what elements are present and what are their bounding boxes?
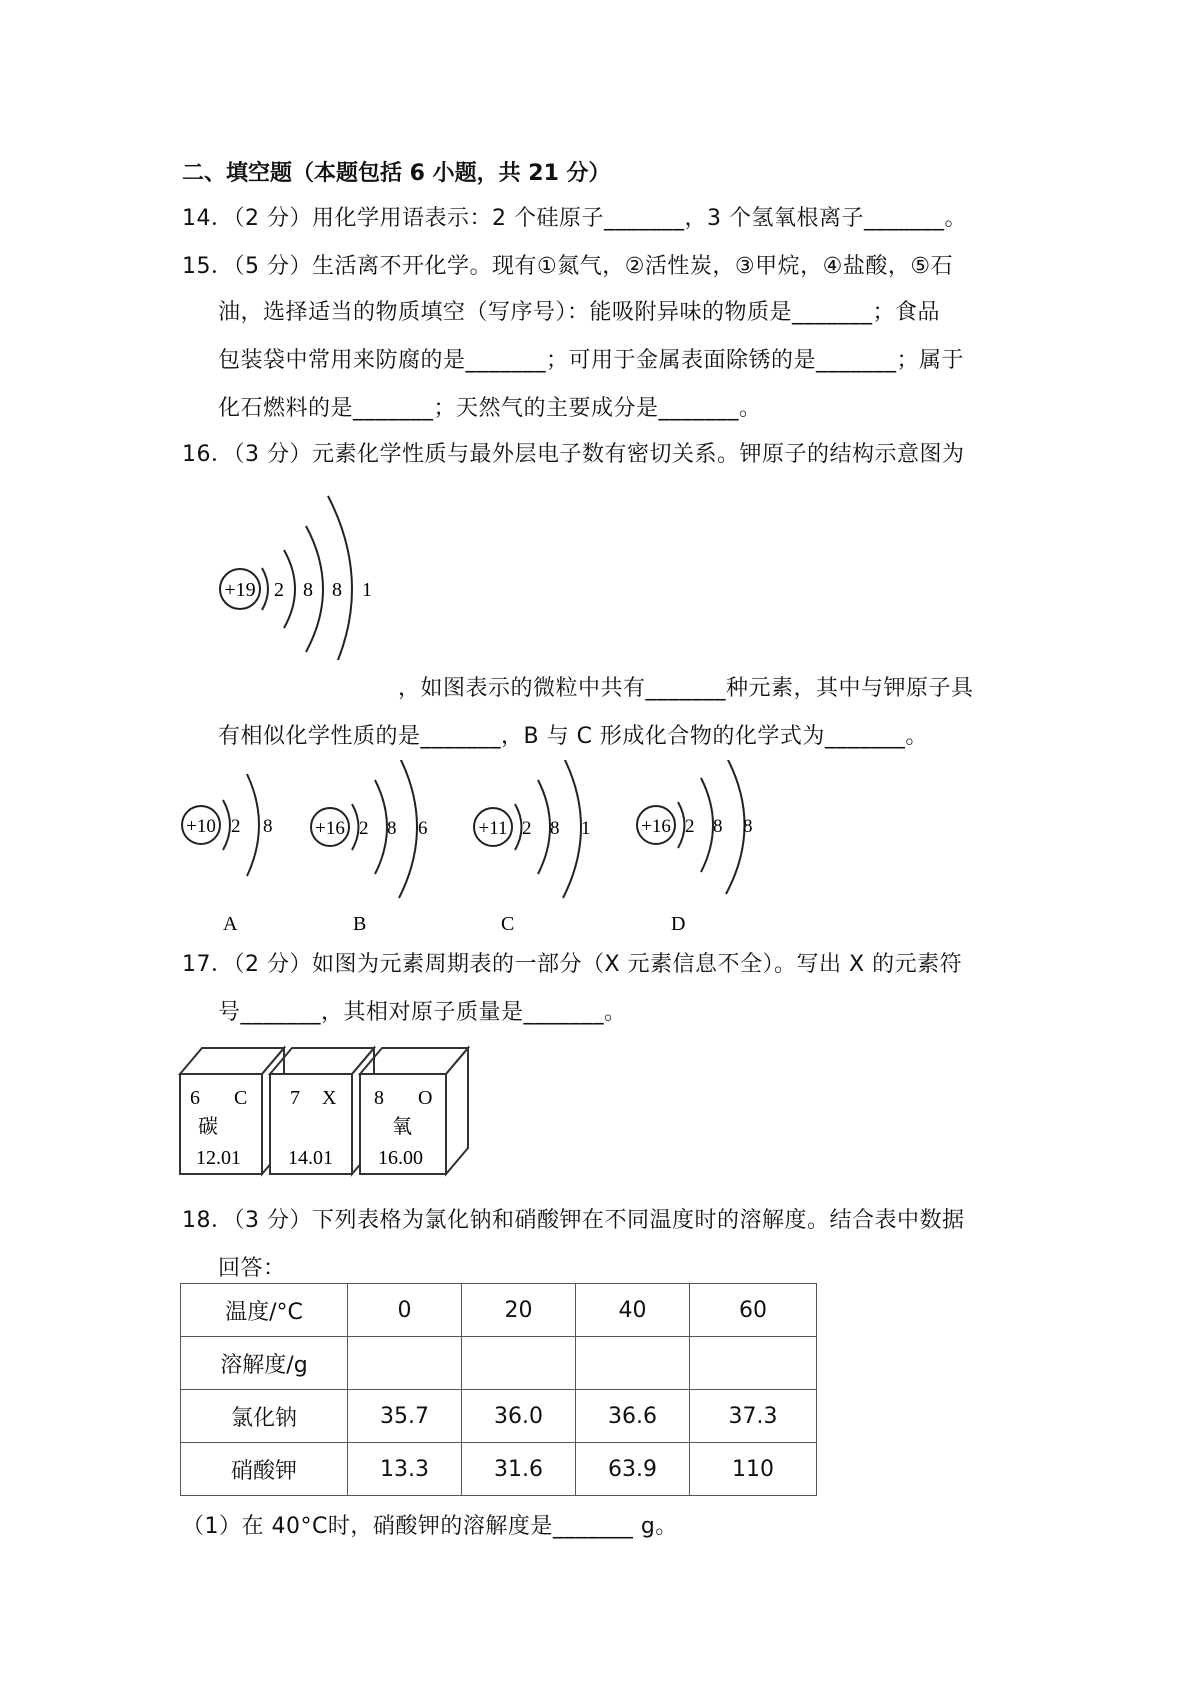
table-row	[181, 1390, 817, 1443]
oxygen-mass: 16.00	[378, 1147, 423, 1169]
potassium-shell-2-count: 8	[303, 579, 313, 601]
particle-c-shell-2: 8	[550, 818, 560, 839]
q15-line4: 化石燃料的是_______；天然气的主要成分是_______。	[218, 396, 762, 421]
particle-c-nucleus-charge: +11	[478, 818, 508, 839]
particle-d-label: D	[671, 913, 686, 935]
particle-a-nucleus-charge: +10	[186, 816, 216, 837]
table-header-row	[181, 1284, 817, 1337]
particle-b-shell-2: 8	[387, 818, 397, 839]
particle-c-shell-3: 1	[581, 818, 591, 839]
table-cell: 36.0	[462, 1390, 576, 1443]
q16-line3: 有相似化学性质的是_______，B 与 C 形成化合物的化学式为_______。	[218, 724, 928, 749]
table-cell: 36.6	[576, 1390, 690, 1443]
q15-line1: 15．（5 分）生活离不开化学。现有①氮气，②活性炭，③甲烷，④盐酸，⑤石	[182, 254, 954, 279]
table-cell: 溶解度/g	[181, 1337, 348, 1390]
particle-d	[637, 760, 753, 935]
particle-a-shell-2: 8	[263, 816, 273, 837]
carbon-number: 6	[190, 1087, 200, 1109]
q18-sub1: （1）在 40°C时，硝酸钾的溶解度是_______ g。	[182, 1514, 678, 1539]
carbon-symbol: C	[234, 1087, 248, 1109]
potassium-shell-4-count: 1	[362, 579, 372, 601]
carbon-name: 碳	[198, 1114, 218, 1138]
particle-d-shell-1: 2	[685, 816, 695, 837]
oxygen-name: 氧	[392, 1114, 412, 1138]
x-symbol: X	[322, 1087, 337, 1109]
particle-a-label: A	[223, 913, 238, 935]
q17-line2: 号_______，其相对原子质量是_______。	[218, 1000, 627, 1025]
particle-b-shell-3: 6	[418, 818, 428, 839]
particle-a-shell-1: 2	[231, 816, 241, 837]
table-cell: 硝酸钾	[181, 1443, 348, 1496]
solubility-table	[180, 1283, 817, 1496]
table-row	[181, 1443, 817, 1496]
periodic-table-fragment	[178, 1044, 478, 1178]
potassium-shell-arc-4	[328, 496, 352, 660]
potassium-shell-1-count: 2	[274, 579, 284, 601]
q15-line2: 油，选择适当的物质填空（写序号）：能吸附异味的物质是_______；食品	[218, 300, 941, 325]
table-cell: 63.9	[576, 1443, 690, 1496]
carbon-mass: 12.01	[196, 1147, 241, 1169]
element-cell-x	[270, 1048, 374, 1174]
table-cell	[462, 1337, 576, 1390]
element-cell-carbon	[180, 1048, 284, 1174]
particle-d-nucleus-charge: +16	[641, 816, 671, 837]
particle-b-nucleus-charge: +16	[315, 818, 345, 839]
particle-c	[474, 760, 591, 935]
q15-line3: 包装袋中常用来防腐的是_______；可用于金属表面除锈的是_______；属于	[218, 348, 965, 373]
table-cell: 氯化钠	[181, 1390, 348, 1443]
potassium-structure-diagram	[200, 490, 400, 660]
particle-d-shell-2: 8	[713, 816, 723, 837]
particle-b-label: B	[353, 913, 367, 935]
table-cell: 13.3	[348, 1443, 462, 1496]
table-cell	[348, 1337, 462, 1390]
potassium-shell-arc-1	[262, 568, 268, 610]
oxygen-number: 8	[374, 1087, 384, 1109]
q18-line1: 18．（3 分）下列表格为氯化钠和硝酸钾在不同温度时的溶解度。结合表中数据	[182, 1208, 965, 1233]
table-cell: 110	[690, 1443, 817, 1496]
particle-b	[311, 760, 428, 935]
table-cell: 35.7	[348, 1390, 462, 1443]
table-header-cell: 20	[462, 1284, 576, 1337]
table-cell	[576, 1337, 690, 1390]
particle-b-shell-1: 2	[359, 818, 369, 839]
x-number: 7	[290, 1087, 300, 1109]
particle-a	[182, 774, 273, 935]
particle-c-shell-1: 2	[522, 818, 532, 839]
q16-line1: 16．（3 分）元素化学性质与最外层电子数有密切关系。钾原子的结构示意图为	[182, 442, 965, 467]
particle-diagrams	[175, 760, 775, 940]
q17-line1: 17．（2 分）如图为元素周期表的一部分（X 元素信息不全）。写出 X 的元素符	[182, 952, 963, 977]
q14-line1: 14．（2 分）用化学用语表示：2 个硅原子_______，3 个氢氧根离子_______。	[182, 206, 967, 231]
table-cell: 31.6	[462, 1443, 576, 1496]
table-header-cell: 40	[576, 1284, 690, 1337]
table-cell	[690, 1337, 817, 1390]
table-header-cell: 0	[348, 1284, 462, 1337]
table-row	[181, 1337, 817, 1390]
potassium-shell-arc-2	[284, 550, 295, 628]
particle-d-shell-3: 8	[743, 816, 753, 837]
potassium-shell-3-count: 8	[332, 579, 342, 601]
q18-line2: 回答：	[218, 1256, 286, 1281]
table-cell: 37.3	[690, 1390, 817, 1443]
q16-line2: ，如图表示的微粒中共有_______种元素，其中与钾原子具	[398, 676, 974, 701]
element-cell-oxygen	[360, 1048, 468, 1174]
x-mass: 14.01	[288, 1147, 333, 1169]
oxygen-symbol: O	[418, 1087, 433, 1109]
section-heading: 二、填空题（本题包括 6 小题，共 21 分）	[182, 161, 611, 186]
table-header-cell: 60	[690, 1284, 817, 1337]
particle-c-label: C	[501, 913, 515, 935]
potassium-nucleus-charge: +19	[224, 579, 256, 601]
table-header-cell: 温度/°C	[181, 1284, 348, 1337]
